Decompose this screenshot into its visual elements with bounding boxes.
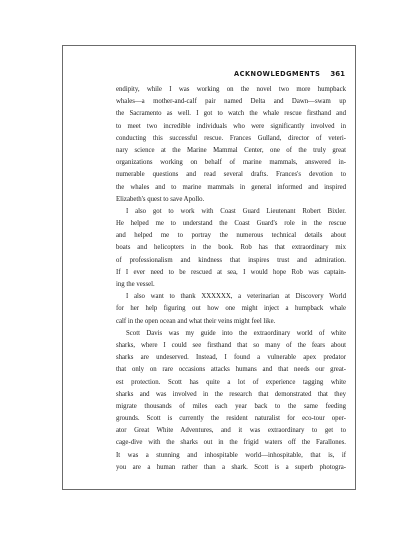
text-line: numerable questions and read several drafts. Frances's devotion to <box>116 171 346 179</box>
text-line: endipity, while I was working on the novel two more humpback <box>116 86 346 93</box>
text-line: nary science at the Marine Mammal Center, one of the truly great <box>116 146 346 154</box>
text-line: for her help figuring out how one might inject a humpback whale <box>116 305 346 313</box>
text-line: ing the vessel. <box>116 281 155 288</box>
text-line: the Sacramento as well. I got to watch the whale rescue firsthand and <box>116 110 346 118</box>
text-line: I also got to work with Coast Guard Lieutenant Robert Bixler. <box>126 207 346 215</box>
text-line: sharks are undeserved. Instead, I found a vulnerable apex predator <box>116 354 346 362</box>
text-line: you are a human rather than a shark. Scott is a superb photogra- <box>116 463 346 471</box>
text-line: of professionalism and kindness that inspires trust and admiration. <box>116 256 346 264</box>
text-line: sharks, where I could see firsthand that so many of the fears about <box>116 341 346 349</box>
text-line: He helped me to understand the Coast Guard's role in the rescue <box>116 220 346 228</box>
text-line: Scott Davis was my guide into the extraordinary world of white <box>126 329 346 337</box>
text-line: that only on rare occasions attacks humans and that needs our great- <box>116 366 346 374</box>
text-line: est protection. Scott has quite a lot of experience tagging white <box>116 378 346 386</box>
body-text <box>116 84 346 474</box>
text-line: the whales and to marine mammals in general informed and inspired <box>116 183 346 191</box>
text-line: organizations working on behalf of marine mammals, answered in- <box>116 159 346 167</box>
text-line: migrate thousands of miles each year back to the same feeding <box>116 402 346 410</box>
text-line: boats and helicopters in the book. Rob has that extraordinary mix <box>116 244 346 252</box>
text-line: ator Great White Adventures, and it was extraordinary to get to <box>116 427 346 435</box>
chapter-title: ACKNOWLEDGMENTS <box>234 70 321 78</box>
text-line: whales—a mother-and-calf pair named Delta and Dawn—swam up <box>116 98 346 106</box>
text-line: and helped me to portray the numerous technical details about <box>116 232 346 240</box>
text-line: sharks and was involved in the research that demonstrated that they <box>116 390 346 398</box>
text-line: to meet two incredible individuals who were significantly involved in <box>116 122 346 130</box>
running-head <box>115 70 345 78</box>
text-line: Elizabeth's quest to save Apollo. <box>116 195 205 203</box>
text-line: conducting this successful rescue. Frances Gulland, director of veteri- <box>116 134 346 142</box>
text-line: I also want to thank XXXXXX, a veterinarian at Discovery World <box>126 293 346 301</box>
text-line: calf in the open ocean and what their veins might feel like. <box>116 317 276 325</box>
text-line: grounds. Scott is currently the resident naturalist for eco-tour oper- <box>116 415 346 423</box>
text-line: It was a stunning and inhospitable world—inhospitable, that is, if <box>116 451 346 459</box>
page-number: 361 <box>330 70 345 78</box>
text-line: If I ever need to be rescued at sea, I would hope Rob was captain- <box>116 268 346 276</box>
text-line: cage-dive with the sharks out in the frigid waters off the Farallones. <box>116 439 346 447</box>
